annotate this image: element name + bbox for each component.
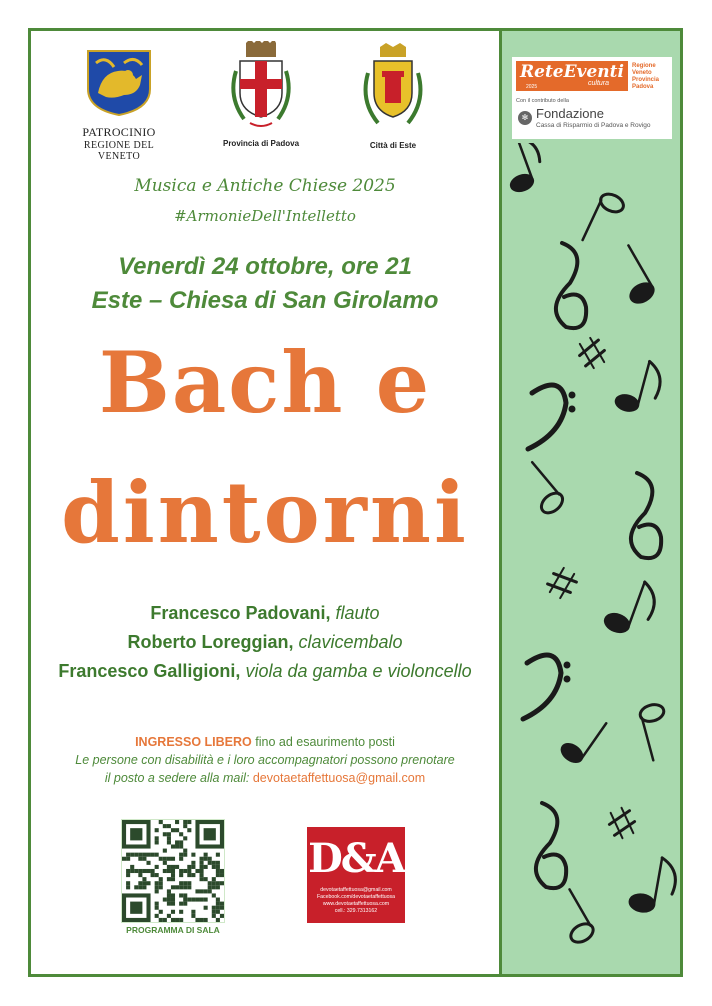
poster-main (31, 31, 499, 974)
concert-title-line1: Bach e (98, 333, 432, 432)
fondazione-pre: Con il contributo della (516, 98, 569, 104)
qr-caption: PROGRAMMA DI SALA (126, 925, 220, 935)
performer-3 (31, 661, 499, 682)
padova-caption: Provincia di Padova (222, 139, 300, 148)
note-icon (638, 702, 675, 760)
fondazione-name: Fondazione (536, 106, 604, 121)
performer-name: Roberto Loreggian, (127, 632, 294, 652)
note-icon (502, 143, 549, 195)
regione-veneto-logo (69, 49, 169, 162)
este-coat-of-arms-icon (358, 43, 428, 135)
bass-clef-icon (528, 385, 575, 449)
treble-clef-icon (556, 243, 586, 328)
este-caption: Città di Este (369, 141, 417, 150)
music-notes-sidebar (502, 31, 680, 974)
festival-name: Musica e Antiche Chiese 2025 (134, 176, 396, 196)
sponsor-box (512, 57, 672, 139)
accessibility-info: Le persone con disabilità e i loro accompagnatori possono prenotare (75, 753, 455, 767)
rete-eventi-badge (516, 61, 628, 91)
da-mark: D&A (308, 835, 404, 882)
rete-eventi-sub: cultura (588, 80, 610, 87)
citta-este-logo (343, 43, 443, 150)
bass-clef-icon (523, 655, 570, 719)
performer-role: viola da gamba e violoncello (245, 661, 472, 681)
program-qr-code[interactable] (121, 819, 225, 923)
rete-eventi-name: ReteEventi (520, 62, 624, 82)
performer-2 (31, 632, 499, 653)
fondazione-sub: Cassa di Risparmio di Padova e Rovigo (536, 122, 651, 129)
note-icon (613, 355, 665, 417)
entry-text: fino ad esaurimento posti (255, 735, 395, 749)
fondazione-icon: ✻ (518, 111, 532, 125)
performer-name: Francesco Galligioni, (58, 661, 241, 681)
note-icon (602, 573, 661, 641)
performer-role: flauto (335, 603, 380, 623)
note-icon (607, 245, 658, 307)
performer-name: Francesco Padovani, (150, 603, 331, 623)
note-icon (550, 889, 597, 946)
da-contact-line: www.devotaetaffettuosa.com (322, 901, 390, 908)
concert-title-line2: dintorni (61, 463, 469, 562)
performer-1 (31, 603, 499, 624)
note-icon (515, 462, 567, 517)
entry-label: INGRESSO LIBERO (135, 735, 252, 749)
sharp-icon (575, 335, 610, 371)
note-icon (628, 853, 680, 916)
devota-affettuosa-logo (307, 827, 405, 923)
provincia-padova-logo (211, 41, 311, 148)
event-place: Este – Chiesa di San Girolamo (91, 287, 439, 314)
rete-eventi-region: Regione Veneto Provincia Padova (632, 63, 660, 90)
sharp-icon (545, 565, 580, 601)
da-contact-line: devotaetaffettuosa@gmail.com (320, 887, 392, 893)
qr-code-icon (122, 820, 224, 922)
poster-frame (28, 28, 683, 977)
festival-hashtag: #ArmonieDell'Intelletto (174, 207, 356, 225)
booking-text: il posto a sedere alla mail: (104, 771, 250, 785)
lion-of-saint-mark-icon (84, 49, 154, 117)
sharp-icon (605, 805, 639, 841)
padova-coat-of-arms-icon (226, 41, 296, 133)
veneto-caption-line1: PATROCINIO (82, 125, 156, 139)
da-contact-line: cell.: 329.7313162 (334, 908, 378, 915)
treble-clef-icon (536, 803, 566, 888)
music-notes-pattern (502, 143, 680, 974)
note-icon (582, 191, 627, 250)
rete-eventi-year: 2025 (526, 84, 538, 90)
veneto-caption-line2: REGIONE DEL VENETO (83, 140, 155, 162)
booking-info (31, 771, 499, 785)
treble-clef-icon (631, 473, 661, 558)
entry-info (31, 735, 499, 749)
da-contact-line: Facebook.com/devotaetaffettuosa (316, 894, 396, 901)
da-contacts (311, 887, 401, 915)
booking-email[interactable]: devotaetaffettuosa@gmail.com (252, 771, 426, 785)
performer-role: clavicembalo (298, 632, 403, 652)
event-date-time: Venerdì 24 ottobre, ore 21 (118, 253, 412, 280)
note-icon (558, 710, 607, 766)
